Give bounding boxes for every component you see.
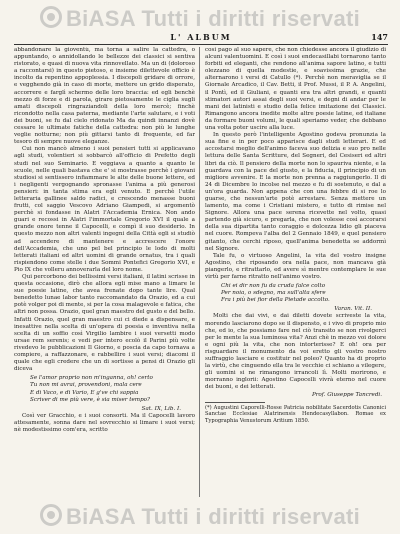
footnote-rule [205,402,265,403]
verse-reference: Sat. IX, Lib. I. [141,405,181,412]
watermark-bottom [0,504,400,530]
paragraph: cosi pago al suo sapere, che non chiedesse ancora il giudizio di alcuni valentuomini. E così i suoi endecasillabi tornarono tanto forbiti ed eleganti, che rendono all'anima sapore latino, e tutti olezzano di quella modestie, e soavissima grazie, che alternarono i versi di Catullo (*). Perchè non meraviglia se il Giornale Arcadico, il Cav. Betti, il Prof. Mussi, il P. A. Angelini, il Pontì, ed il Giuliani, e quanti era tra altri grandi, e quanti stimatori autori assai degli suoi versi, e degni di andar per le mani dei latinisti e studio della felice imitazione dei Classici. Rimangono ancora inedite molte altre poesie latine, ed italiane da formare buoni volumi, le quali speriamo veder, che debbano una volta poter uscire alla luce. [205,47,386,132]
verse-line: Scriver di me più vere, è sia miser tempo? [30,396,151,403]
verse-quote [30,375,195,403]
right-column [205,47,386,497]
page-title: L' ALBUM [170,32,232,42]
library-logo-icon [40,504,62,526]
left-column [14,47,195,497]
watermark-top [0,6,400,32]
verse-reference: Varan. Vit. II. [334,306,372,313]
paragraph: Molti che dai vivi, e dai diletti dovete scriveste la vita, morendo lasciarono dopo se il dispensto, e i vivo di proprio mio che, ed io, che possiamo fare nel ciò transito se non rivolgerci per le mente la sua luminosa vita? Anzi chè in mezzo voi dolore e ogni più la vita, che non intorterisse? E oh! ora per risguardare il monumento da voi eretto gli vostro nostro suffraggio lasciare e costituir nel poleo? Quanto ha di proprio la virtù, che cinguendo ella tra le vecchie ci schiano a vilegere, gli uomini si ne rimangono irrancoli lì. Molti morirono, e morranno inglorii: Agostino Capocelli vivrà eterno nel cuore dei buoni, e dei letterati. [205,313,386,391]
paragraph: Cui non mancò almeno i suoi pensieri tutti si applicavano agli studi, volentieri si sobbarcò all'officio di Prefetto degli studi nel suo Seminario. E veggiavа a quanto a quanto le scuole, nelle quali bastava che e' si mostrasse perchè i giovani studiosi si sentissero infiammare le alte delle buone lettere, ed i negligenti vergognando spronasse l'anima a più generosi pensieri: in tanta stima era egli venuto. E perchè l'utile letteraria gallinee saldo radici, e crescendo menasse buoni frutti, col saggio Vescovo Adriano Giampedi, si argomentò perchè si fondasse in Alatri l'Accademia Ernica. Non ando guari e recossi in Alatri l'immortale Gregorio XVI il quale a grande onore tenne il Capocelli, e compì il suo desiderio. In questo mezzo non altri valenti ingegni della Città egli si studiò ad accendere di mantenere e accrescere l'onore dell'Accademia, che uno pel bel principio le lodo di molti letterati italiani ed altri uomini di grande ornatus, tra i quali rispiendono come stelle i due Sommi Pontefici Gregorio XVI, e Pio IX che volleru annoverarla del loro nome. [14,146,195,273]
footnote: (*) Augustini Caporelli-Rosse Patricia nobilitate Sacerdotis Canonici Sanctae Ecclesiae Alatrinensis Hendecasyllabon. Romae ex Typographia Venustorum Aritium 1850. [205,404,386,424]
watermark-text: BiASA Tutti i diritti riservati [65,504,361,529]
verse-line: Chi ei dir non fu da cruda falce colto [221,283,326,290]
verse-line: Tu non mi avrai, provendoni, mala cere [30,382,142,389]
page-header [14,32,388,45]
paragraph: In questo però l'intelligente Agostino godeva pronunzia la sua fine e in per poco apparisce dagli studi letterari. E ed accostarsi meglio dell'animo faceva suo delizia e suo pro nelle lettura delle Santa Scritture, del Segneri, del Cesiseri ed altri libri da ciò. Il pensiero della morte non lo spauriva niente, e la guardava con la pace del giusto, e la fiducia, il principio di un migliore avvenire. E la morte non prenna a raggiungerlo. Il di 24 di Dicembre lo incolse nel mezzo e fu di sostenuto, e dal a un'ora guarda. Non appena che con una febbre di si roe lo guarse, che nessun'arte potè arrestare. Senza mettere un lamento, ma come i Cristiani mistero, e tutto di rimise nel Signore. Allora una pace serena ricevette nel volto, quasi partendo già sicuro, e pregarla, che non volesse così accorarsi della sua dipartita tanto coraggio e dolcezza lidio gli piaceva nel cuore. Rompeva l'alba del 2 Gennaio 1849, e quel pensiero gitanto, che cerchi riposo, quell'anima benedetta se addormì nel Signore. [205,132,386,252]
author-signature: Prof. Giuseppe Tancredi. [311,391,382,398]
verse-line: E di Vaco, e di Vario, E g've chi sappia [30,389,139,396]
paragraph: abbandonare la gioventù, ma torna a salire la cattedra, o appuntando, o annidollando le bellezze dei classici si sentiva ristorato, e quasi di nuova vita rinnovellato. Ma un di (doloroso a raccontarsi) in questo pietoso, e insieme dilettevole officio è incolto da repentino appoplessia. I discepoli gridare di orrore, e vegghendo già in caso di morte, mettere un grido disperato, accorrere e farglì schermo delle loro braccia: ed egli benchè mezzo di forze e di parola, girare pietosamente le ciglia sugli amati discepoli ringraziandoli della loro mercè; finchè ricondotto nella casa paterna, mediante l'arte salutare, e i voti dei buoni, se fu dal cielo ridonato Ma da quindi innanzi dovè cessare le ultimate fatiche della cattedra: non più le lunghe veglie notturne; non più gittarsi tanto di frequente, ed far tesoro di sempre nuove eleganze. [14,47,195,146]
verse-quote [221,283,386,304]
paragraph: Qui percorbono dei bellissimi versi italiani, il latini scrisse in questa occasione, dirò che allora egli mise mano a limare le sue poesie latine, che avea frenate dopo tante lire. Qual benedetto lunae labor tanto raccomandato da Orazio, ed a cui potè volger poi di mente, si per la cosa malagevole e fatica, che altri non possa. Orazio, quel gran maestro del gusto e del bello. Infatti Orazio, quel gran maestro cui ci diede a dispensare, e inesattive nella scelta di un'opera di poesia e inventiva nella scelta di un soffio così Virgilio lambire i suoi versetti modo ursae rem serenis; e vedi per intero ecolò il Parini più volte rivedevo le pubblicazioni Il Giorno, e poscia da capo tornava a compiere, a raffazzonare, e rabbellire i suoi versi; diacomi il quale che egli credere che un di sortisse a pensi di Orazio gli diceva [14,274,195,373]
verse-line: Se l'amor proprio non m'inganna, oh! certo [30,375,153,382]
watermark-text: BiASA Tutti i diritti riservati [65,6,361,31]
column-divider [199,47,200,497]
page-number: 147 [371,32,388,42]
paragraph: Così ver Gracchio, e i suoi consorti. Ma il Capocelli lavoro attesamente, sonna dare nel sovrecchio si limare i suoi versi; nè modestissimo com'era, scritto [14,412,195,433]
paragraph: Tale fu, o virtuoso Angelini, la vita del vostro insigne Agostino, che riposando ora nella pace, non mancava già piangerlo, e ritrattarlo, ed avere sì mentre contemplare le sue virtù per farne ritratto nell'animo vostro. [205,252,386,280]
verse-line: Fra i più bei fior della Pietade accolto. [221,297,330,304]
verse-line: Per noia, o sdegno, ma sull'alta sfere [221,290,326,297]
library-logo-icon [40,6,62,28]
